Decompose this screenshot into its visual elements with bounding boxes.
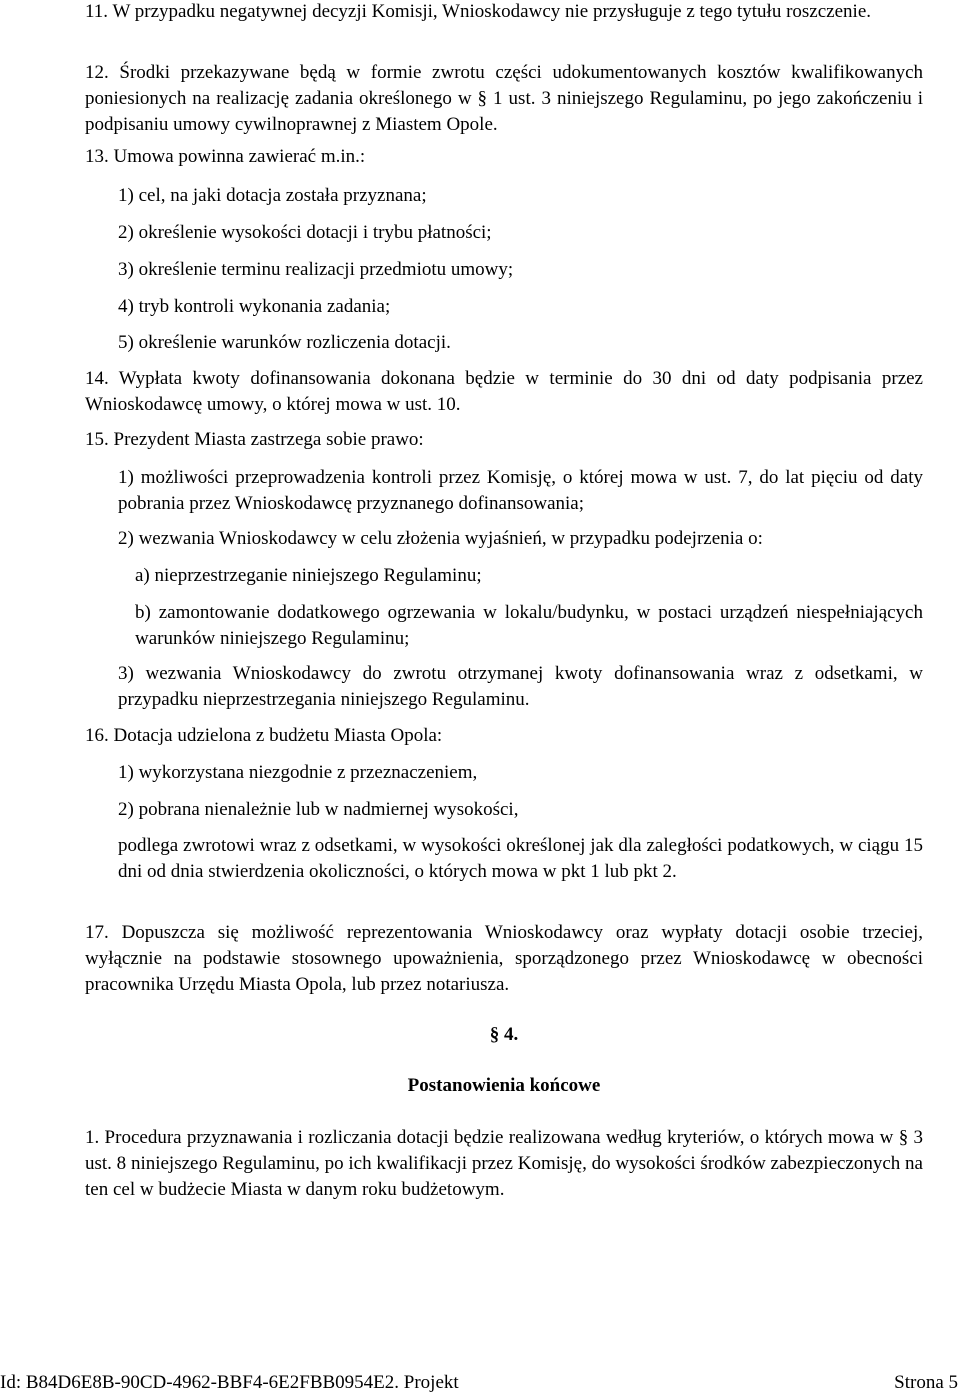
list-item: 1) cel, na jaki dotacja została przyznana; — [118, 185, 427, 206]
paragraph-15-item-2: 2) wezwania Wnioskodawcy w celu złożenia wyjaśnień, w przypadku podejrzenia o: — [118, 528, 763, 549]
paragraph-15-item-1: 1) możliwości przeprowadzenia kontroli przez Komisję, o której mowa w ust. 7, do lat pięciu od daty pobrania przez Wnioskodawcę przyznanego dofinansowania; — [118, 467, 923, 514]
paragraph-16: 16. Dotacja udzielona z budżetu Miasta Opola: — [85, 725, 443, 746]
paragraph-16-tail: podlega zwrotowi wraz z odsetkami, w wysokości określonej jak dla zaległości podatkowych, w ciągu 15 dni od dnia stwierdzenia okoliczności, o których mowa w pkt 1 lub pkt 2. — [118, 835, 923, 882]
paragraph-14: 14. Wypłata kwoty dofinansowania dokonana będzie w terminie do 30 dni od daty podpisania przez Wnioskodawcę umowy, o której mowa w ust. 10. — [85, 368, 923, 415]
paragraph-15-item-3: 3) wezwania Wnioskodawcy do zwrotu otrzymanej kwoty dofinansowania wraz z odsetkami, w przypadku nieprzestrzegania niniejszego Regulaminu. — [118, 663, 923, 710]
paragraph-17: 17. Dopuszcza się możliwość reprezentowania Wnioskodawcy oraz wypłaty dotacji osobie trzeciej, wyłącznie na podstawie stosownego upoważnienia, sporządzonego przez Wnioskodawcę w obecności pracownika Urzędu Miasta Opola, lub przez notariusza. — [85, 922, 923, 995]
paragraph-13: 13. Umowa powinna zawierać m.in.: — [85, 146, 366, 167]
paragraph-12: 12. Środki przekazywane będą w formie zwrotu części udokumentowanych kosztów kwalifikowanych poniesionych na realizację zadania określonego w § 1 ust. 3 niniejszego Regulaminu, po jego zakończeniu i podpisaniu umowy cywilnoprawnej z Miastem Opole. — [85, 62, 923, 135]
list-item: 5) określenie warunków rozliczenia dotacji. — [118, 332, 451, 353]
list-item: 4) tryb kontroli wykonania zadania; — [118, 296, 391, 317]
paragraph-15-item-2a: a) nieprzestrzeganie niniejszego Regulaminu; — [135, 565, 482, 586]
page-number: Strona 5 — [894, 1372, 958, 1393]
section-4-paragraph-1: 1. Procedura przyznawania i rozliczania dotacji będzie realizowana według kryteriów, o których mowa w § 3 ust. 8 niniejszego Regulaminu, po ich kwalifikacji przez Komisję, do wysokości środków zabezpieczonych na ten cel w budżecie Miasta w danym roku budżetowym. — [85, 1127, 923, 1200]
paragraph-16-item-2: 2) pobrana nienależnie lub w nadmiernej wysokości, — [118, 799, 519, 820]
paragraph-15: 15. Prezydent Miasta zastrzega sobie prawo: — [85, 429, 424, 450]
document-id: Id: B84D6E8B-90CD-4962-BBF4-6E2FBB0954E2. Projekt — [0, 1372, 459, 1393]
list-item: 3) określenie terminu realizacji przedmiotu umowy; — [118, 259, 514, 280]
section-sign: § 4. — [489, 1024, 519, 1045]
paragraph-16-item-1: 1) wykorzystana niezgodnie z przeznaczeniem, — [118, 762, 478, 783]
section-title: Postanowienia końcowe — [407, 1075, 601, 1096]
paragraph-15-item-2b: b) zamontowanie dodatkowego ogrzewania w lokalu/budynku, w postaci urządzeń niespełniających warunków niniejszego Regulaminu; — [135, 602, 923, 649]
list-item: 2) określenie wysokości dotacji i trybu płatności; — [118, 222, 492, 243]
paragraph-11: 11. W przypadku negatywnej decyzji Komisji, Wnioskodawcy nie przysługuje z tego tytułu roszczenie. — [85, 1, 872, 22]
